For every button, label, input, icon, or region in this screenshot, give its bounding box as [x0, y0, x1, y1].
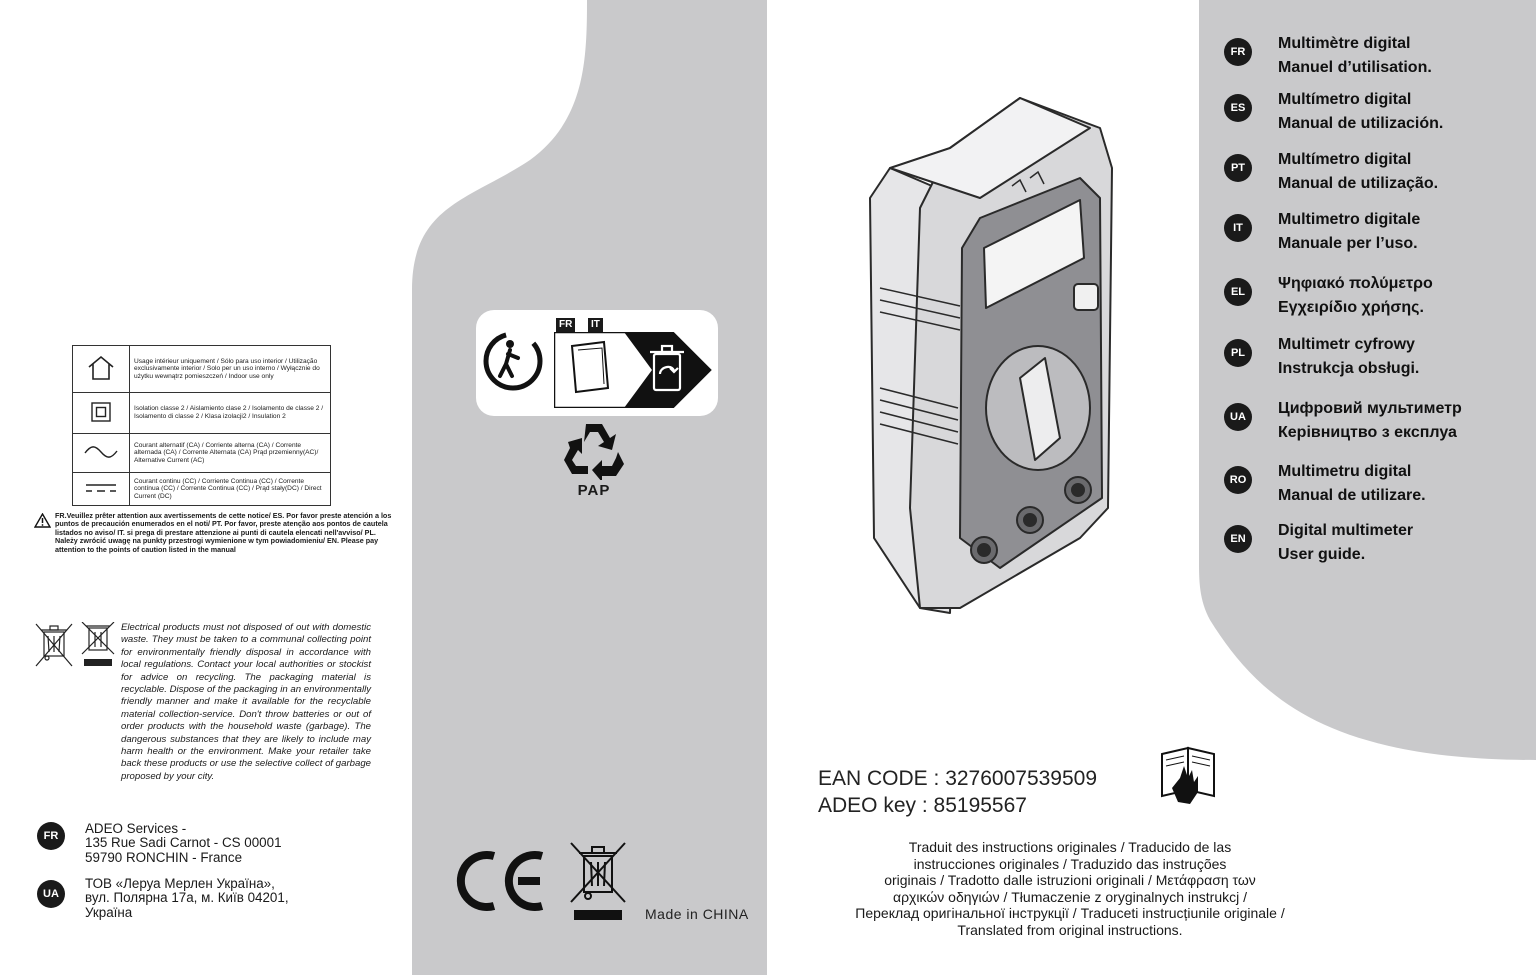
- language-title: Multimetr cyfrowy Instrukcja obsługi.: [1278, 336, 1420, 377]
- address-line: ТОВ «Леруа Мерлен Україна»,: [85, 876, 275, 891]
- multimeter-illustration: [850, 88, 1130, 618]
- weee-disposal-text: Electrical products must not disposed of out with domestic waste. They must be taken to a communal collecting point for environmentally friendly disposal in accordance with local regulations. Contact your local authorities or stockist for advice on recycling. The packaging material is recyclable. Dispose of the packaging in an environmentally friendly manner and make it available for the recyclable material collection-service. Don't throw batteries or out of order products with the household waste (garbage). The dangerous substances that they are likely to include may harm health or the environment. Make your retailer take back these products or use the selective collect of garbage proposed by your city.: [121, 622, 371, 782]
- caution-text: FR.Veuillez prêter attention aux avertissements de cette notice/ ES. Por favor preste atención a los puntos de precaución enumerados en el noti/ PT. Por favor, preste atenção aos pontos de cautela listados no aviso/ IT. si prega di prestare attenzione ai punti di cautela elencati nell'avviso/ PL. Należy zwrócić uwagę na punkty przestrogi wymienione w tym powiadomieniu/ EN. Please pay attention to the points of caution listed in the manual: [55, 511, 392, 554]
- language-badge: EN: [1224, 525, 1252, 553]
- language-item-ua: [1224, 397, 1524, 443]
- translation-notice: [820, 839, 1320, 938]
- language-item-it: [1224, 208, 1524, 254]
- house-icon: [86, 354, 116, 382]
- crossed-bin-icon: [36, 624, 72, 666]
- language-item-ro: [1224, 460, 1524, 506]
- address-fr: [37, 822, 337, 868]
- translation-line: αρχικών οδηγιών / Tłumaczenie z oryginalnych instrukcj /: [893, 888, 1247, 905]
- translation-line: Translated from original instructions.: [957, 921, 1183, 938]
- paper-icon: [572, 342, 608, 392]
- address-line: Україна: [85, 904, 133, 920]
- symbol-table: [72, 345, 331, 506]
- language-title: Цифровий мультиметр Керівництво з експлуа: [1278, 400, 1462, 441]
- translation-line: Traduit des instructions originales / Traducido de las: [908, 839, 1232, 855]
- language-badge: PT: [1224, 154, 1252, 182]
- made-in-label: Made in CHINA: [645, 906, 749, 922]
- symbol-text: Courant continu (CC) / Corriente Continua (CC) / Corrente contínua (CC) / Corrente Continua (CC) / Prąd stały(DC) / Direct Current (DC): [130, 473, 331, 506]
- language-title: Ψηφιακό πολύμετρο Εγχειρίδιο χρήσης.: [1278, 275, 1433, 316]
- address-text: [85, 822, 282, 865]
- language-title: Digital multimeter User guide.: [1278, 522, 1414, 563]
- read-manual-icon: [1158, 744, 1220, 808]
- ean-code: EAN CODE : 3276007539509: [818, 767, 1098, 790]
- weee-bin-icons: [34, 622, 118, 670]
- ac-wave-icon: [83, 445, 119, 459]
- product-codes: [818, 765, 1097, 819]
- warning-icon: [34, 513, 51, 528]
- symbol-text: Usage intérieur uniquement / Sólo para uso interior / Utilização exclusivamente interior / Solo per un uso interno / Wyłącznie do użytku wewnątrz pomieszczeń / Indoor use only: [130, 346, 331, 393]
- crossed-bin-battery-icon: [82, 622, 114, 654]
- sorting-arrow: [554, 332, 714, 408]
- ce-mark-icon: [456, 850, 548, 912]
- language-title: Multimètre digital Manuel d’utilisation.: [1278, 35, 1432, 76]
- language-badge: UA: [1224, 403, 1252, 431]
- address-text: [85, 877, 289, 920]
- address-ua: [37, 876, 337, 926]
- language-item-fr: [1224, 32, 1524, 78]
- language-title: Multímetro digital Manual de utilización.: [1278, 91, 1444, 132]
- language-item-es: [1224, 88, 1524, 134]
- symbol-row: [73, 346, 331, 393]
- address-line: 135 Rue Sadi Carnot - CS 00001: [85, 835, 282, 851]
- translation-line: instrucciones originales / Traduzido das instruções: [913, 855, 1227, 872]
- tag-it: IT: [588, 318, 603, 332]
- symbol-row: [73, 434, 331, 473]
- language-badge: RO: [1224, 466, 1252, 494]
- symbol-row: [73, 473, 331, 506]
- weee-bar: [84, 659, 112, 666]
- symbol-text: Isolation classe 2 / Aislamiento clase 2 / Isolamento de classe 2 / Isolamento di classe 2 / Klasa izolacji2 / Insulation 2: [130, 393, 331, 434]
- language-item-en: [1224, 519, 1524, 565]
- translation-line: Переклад оригінальної інструкції / Traduceti instrucțiunile originale /: [855, 905, 1285, 921]
- language-item-pt: [1224, 148, 1524, 194]
- tag-fr: FR: [556, 318, 575, 332]
- symbol-text: Courant alternatif (CA) / Corriente alterna (CA) / Corrente alternada (CA) / Corrente Alternata (CA) Prąd przemienny(AC)/ Alternative Current (AC): [130, 434, 331, 473]
- address-line: вул. Полярна 17а, м. Київ 04201,: [85, 890, 289, 906]
- language-badge: PL: [1224, 339, 1252, 367]
- language-badge: UA: [37, 880, 65, 908]
- language-title: Multímetro digital Manual de utilização.: [1278, 151, 1439, 192]
- double-square-icon: [90, 401, 112, 423]
- triman-icon: [482, 330, 544, 392]
- caution-notice: [34, 512, 394, 554]
- language-badge: ES: [1224, 94, 1252, 122]
- crossed-bin-icon-bottom: [568, 840, 628, 924]
- triman-info-panel: [476, 310, 718, 416]
- translation-line: originais / Tradotto dalle istruzioni originali / Μετάφραση των: [884, 872, 1256, 888]
- recycle-icon: [562, 420, 626, 480]
- address-line: ADEO Services -: [85, 821, 187, 836]
- side-button: [1074, 284, 1098, 310]
- address-line: 59790 RONCHIN - France: [85, 849, 243, 865]
- language-badge: IT: [1224, 214, 1252, 242]
- language-badge: FR: [1224, 38, 1252, 66]
- dc-icon: [84, 482, 118, 494]
- pap-label: PAP: [577, 482, 611, 499]
- language-badge: FR: [37, 822, 65, 850]
- language-title: Multimetro digitale Manuale per l’uso.: [1278, 211, 1421, 252]
- adeo-key: ADEO key : 85195567: [818, 794, 1027, 817]
- language-item-pl: [1224, 333, 1524, 379]
- language-title: Multimetru digital Manual de utilizare.: [1278, 463, 1426, 504]
- language-badge: EL: [1224, 278, 1252, 306]
- language-item-el: [1224, 272, 1524, 318]
- symbol-row: [73, 393, 331, 434]
